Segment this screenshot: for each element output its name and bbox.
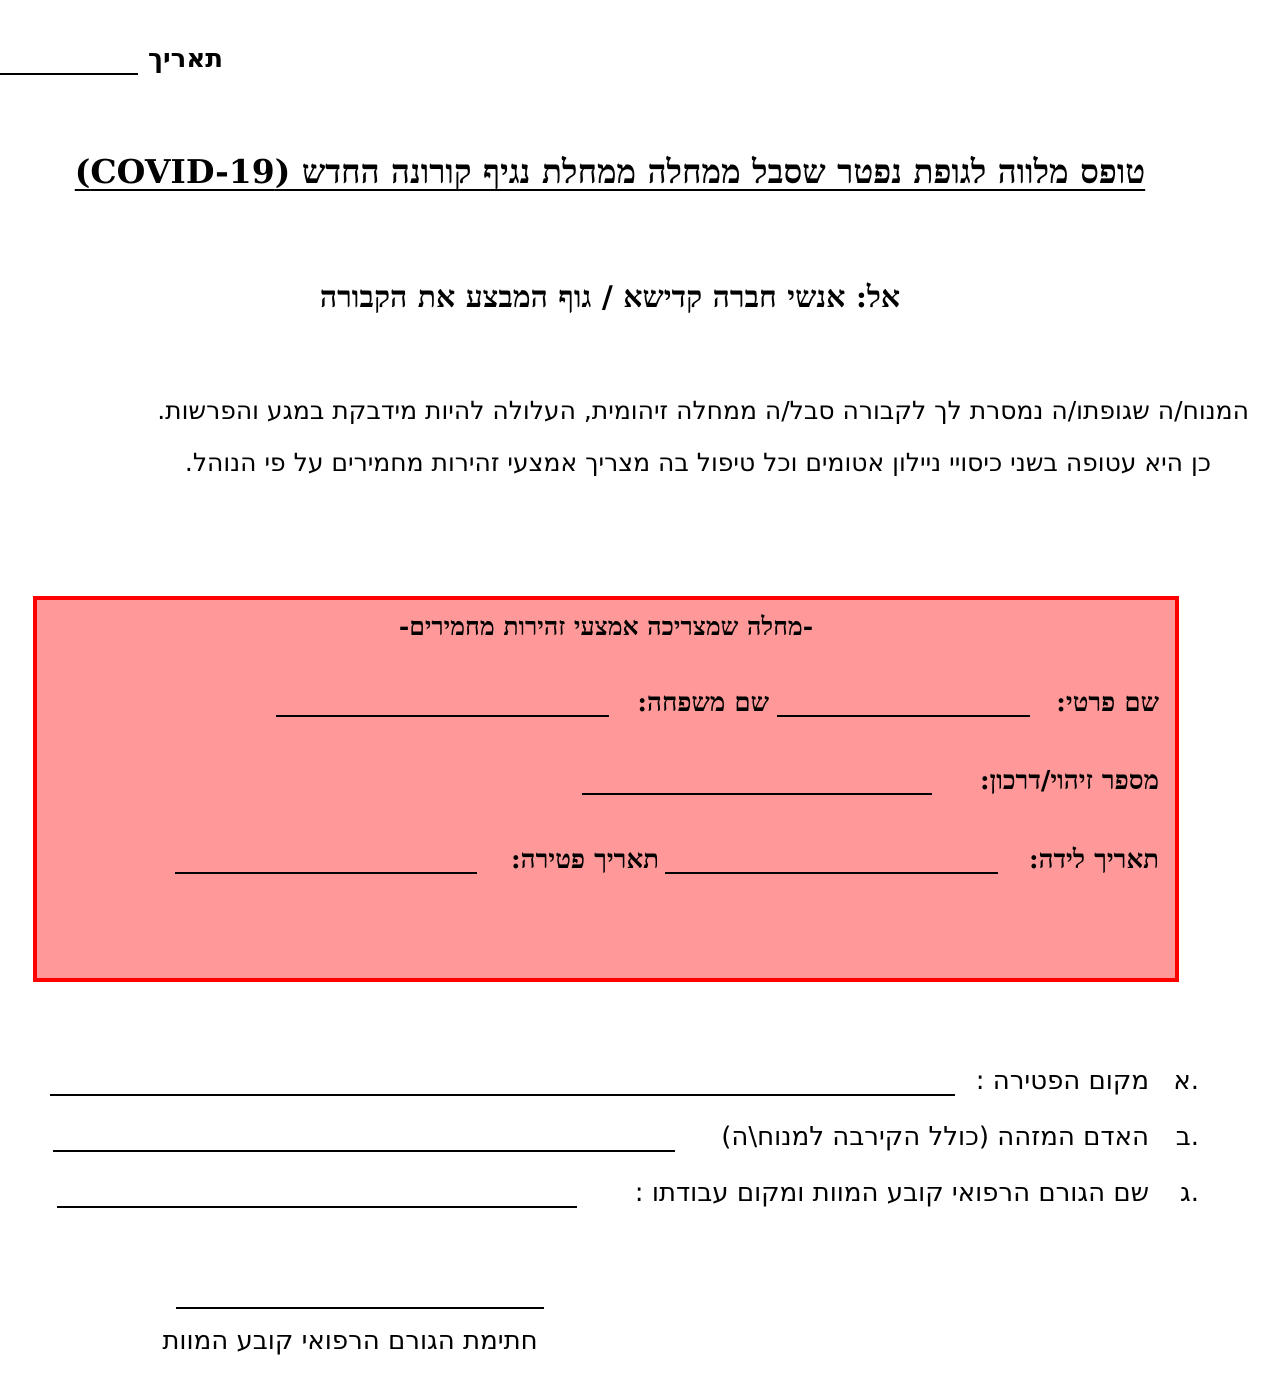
- last-name-label: שם משפחה:: [637, 688, 769, 718]
- id-number-line[interactable]: [582, 793, 932, 795]
- death-place-line[interactable]: [50, 1094, 955, 1096]
- signature-line[interactable]: [176, 1307, 544, 1309]
- signature-label: חתימת הגורם הרפואי קובע המוות: [162, 1326, 538, 1356]
- id-number-label: מספר זיהוי/דרכון:: [979, 766, 1159, 796]
- intro-line-1: המנוח/ה שגופתו/ה נמסרת לך לקבורה סבל/ה ממחלה זיהומית, העלולה להיות מידבקת במגע והפרשות.: [157, 396, 1249, 425]
- list-item-letter: ג.: [1180, 1178, 1199, 1208]
- first-name-label: שם פרטי:: [1056, 688, 1159, 718]
- date-label: תאריך: [148, 44, 224, 74]
- identifying-person-line[interactable]: [53, 1150, 675, 1152]
- birth-date-label: תאריך לידה:: [1029, 845, 1159, 875]
- warning-box-heading: -מחלה שמצריכה אמצעי זהירות מחמירים-: [398, 612, 814, 641]
- death-date-line[interactable]: [175, 872, 477, 874]
- medical-authority-line[interactable]: [57, 1206, 577, 1208]
- recipient-line: אל: אנשי חברה קדישא / גוף המבצע את הקבורה: [319, 280, 901, 315]
- medical-authority-label: שם הגורם הרפואי קובע המוות ומקום עבודתו :: [634, 1178, 1149, 1208]
- intro-line-2: כן היא עטופה בשני כיסויי ניילון אטומים וכל טיפול בה מצריך אמצעי זהירות מחמירים על פי הנוהל.: [184, 448, 1211, 477]
- form-title: טופס מלווה לגופת נפטר שסבל ממחלה ממחלת נגיף קורונה החדש (COVID-19): [74, 152, 1146, 191]
- birth-date-line[interactable]: [665, 872, 998, 874]
- identifying-person-label: האדם המזהה (כולל הקירבה למנוח\ה): [721, 1122, 1149, 1152]
- list-item-letter: א.: [1173, 1066, 1199, 1096]
- death-date-label: תאריך פטירה:: [511, 845, 659, 875]
- death-place-label: מקום הפטירה :: [975, 1066, 1149, 1096]
- date-fill-line[interactable]: [0, 73, 138, 75]
- first-name-line[interactable]: [777, 715, 1030, 717]
- last-name-line[interactable]: [276, 715, 609, 717]
- list-item-letter: ב.: [1175, 1122, 1199, 1152]
